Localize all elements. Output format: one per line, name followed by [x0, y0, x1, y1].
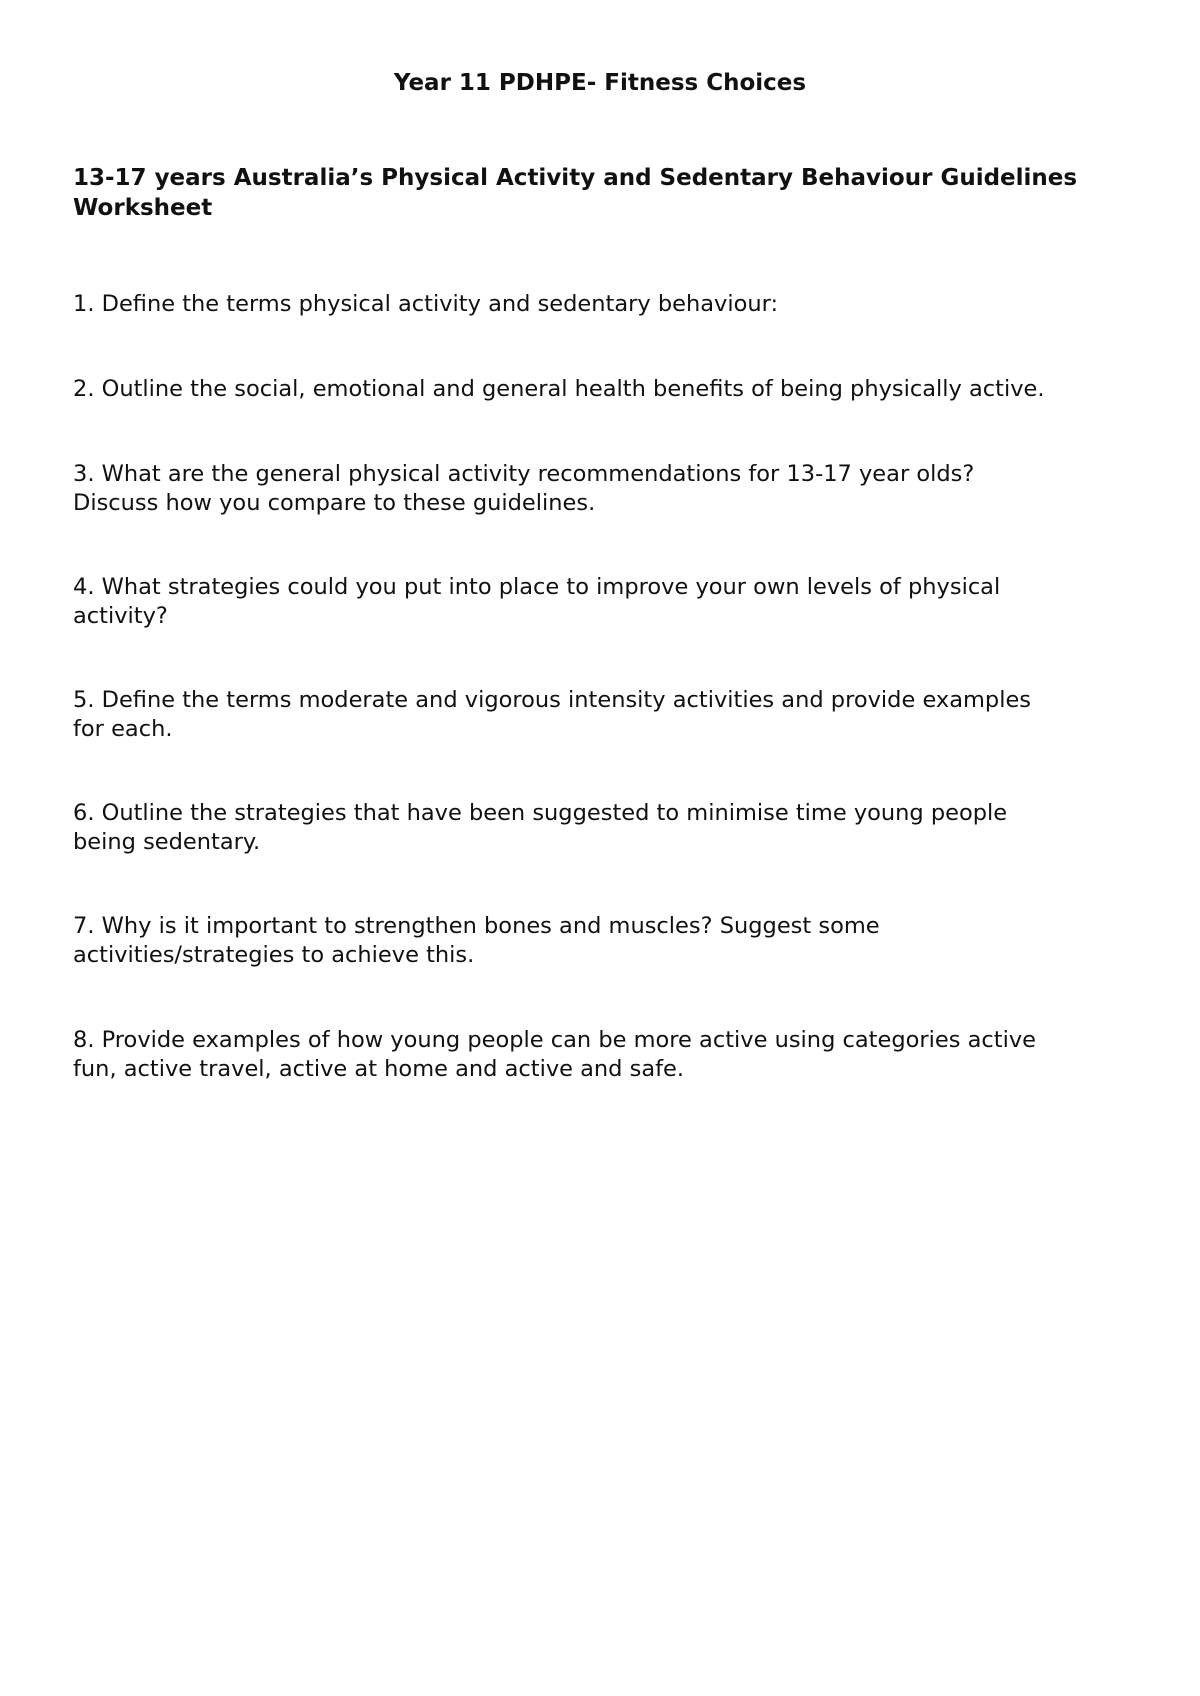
question-1-line-1: 1. Define the terms physical activity and sedentary behaviour: [73, 291, 779, 317]
document-subtitle: 13-17 years Australia’s Physical Activity and Sedentary Behaviour Guidelines Worksheet [73, 165, 1078, 221]
question-5-line-1: 5. Define the terms moderate and vigorous intensity activities and provide examples [73, 687, 1032, 713]
question-3 [73, 460, 1153, 518]
question-8-line-1: 8. Provide examples of how young people can be more active using categories active [73, 1027, 1036, 1053]
question-4-line-1: 4. What strategies could you put into place to improve your own levels of physical [73, 574, 1001, 600]
question-7-line-2: activities/strategies to achieve this. [73, 942, 475, 968]
question-2 [73, 375, 1153, 404]
question-8-line-2: fun, active travel, active at home and active and safe. [73, 1056, 685, 1082]
question-6 [73, 799, 1153, 857]
question-8 [73, 1026, 1153, 1084]
question-5 [73, 686, 1153, 744]
question-4-line-2: activity? [73, 603, 168, 629]
question-3-line-1: 3. What are the general physical activity recommendations for 13-17 year olds? [73, 461, 975, 487]
question-7 [73, 912, 1153, 970]
question-4 [73, 573, 1153, 631]
question-2-line-1: 2. Outline the social, emotional and general health benefits of being physically active. [73, 376, 1045, 402]
document-title: Year 11 PDHPE- Fitness Choices [393, 70, 807, 96]
question-1 [73, 290, 1153, 319]
question-3-line-2: Discuss how you compare to these guidelines. [73, 490, 596, 516]
question-6-line-2: being sedentary. [73, 829, 261, 855]
question-5-line-2: for each. [73, 716, 173, 742]
question-6-line-1: 6. Outline the strategies that have been suggested to minimise time young people [73, 800, 1008, 826]
question-7-line-1: 7. Why is it important to strengthen bones and muscles? Suggest some [73, 913, 880, 939]
